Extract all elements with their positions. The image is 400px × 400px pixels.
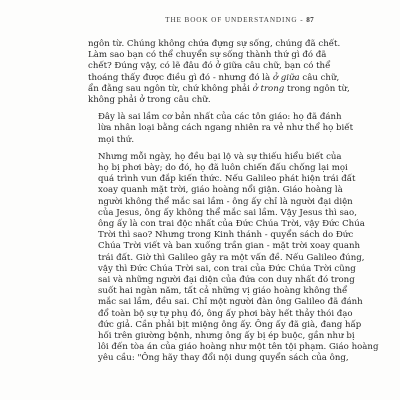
body-text xyxy=(88,39,379,371)
text-line: Đây là sai lầm cơ bản nhất của các tôn giáo: họ đã đánh xyxy=(98,112,342,123)
emphasis-text: ở giữa xyxy=(272,72,300,83)
text-line: họ bị phơi bày; do đó, họ đã luôn chiến đấu chống lại mọi xyxy=(98,163,348,174)
text-line: mắc sai lầm, đều sai. Chỉ một người đàn ông Galileo đã đánh xyxy=(98,297,363,308)
running-header xyxy=(165,16,314,24)
text-line: trái đất. Giờ thì Galileo gây ra một vấn đề. Nếu Galileo đúng, xyxy=(98,252,365,263)
header-separator: - xyxy=(300,16,304,24)
text-line: mọi thứ. xyxy=(98,134,135,145)
text-line: suốt hai ngàn năm, tất cả những vị giáo hoàng không thể xyxy=(98,286,348,297)
text-line: Làm sao bạn có thể chuyển sự sống thành thứ gì đó đã xyxy=(88,50,327,61)
text-fragment: trong ngôn từ, xyxy=(284,83,350,94)
text-line: người không thể mắc sai lầm - ông ấy chỉ là người đại diện xyxy=(98,196,353,207)
text-line: đổ toàn bộ sự tự phụ đó, ông ấy phơi bày hết thảy thói đạo xyxy=(98,308,353,319)
book-title-header: THE BOOK OF UNDERSTANDING xyxy=(165,16,298,24)
text-line: lừa nhân loại bằng cách ngang nhiên ra vẻ như thể họ biết xyxy=(98,123,354,134)
text-line: của Jesus, ông ấy không thể mắc sai lầm. Vậy Jesus thì sao, xyxy=(98,207,357,218)
text-line: Nhưng mỗi ngày, họ đều bại lộ và sự thiếu hiểu biết của xyxy=(98,151,342,162)
text-line: quá trình vun đắp kiến thức. Nếu Galileo phát hiện trái đất xyxy=(98,174,356,185)
paragraph-1 xyxy=(88,39,350,106)
text-line: vậy thì Đức Chúa Trời sai, con trai của Đức Chúa Trời cũng xyxy=(98,263,356,274)
text-line-with-emphasis xyxy=(88,72,340,84)
paragraph-2 xyxy=(88,112,354,146)
page-number: 87 xyxy=(306,16,314,24)
text-line: Trời thì sao? Nhưng trong Kinh thánh - quyển sách do Đức xyxy=(98,230,354,241)
text-fragment: câu chữ, xyxy=(299,72,340,83)
text-line: không phải ở trong câu chữ. xyxy=(88,95,211,106)
text-line: đức giả. Cần phải bịt miệng ông ấy. Ông ấy đã già, đang hấp xyxy=(98,319,362,330)
text-line: sai và những người đại diện của đứa con duy nhất đó trong xyxy=(98,275,355,286)
text-line: lôi đến tòa án của giáo hoàng như một tên tội phạm. Giáo hoàng xyxy=(98,342,379,353)
text-line: yêu cầu: "Ông hãy thay đổi nội dung quyển sách của ông, xyxy=(98,353,349,364)
text-line: xoay quanh mặt trời, giáo hoàng nổi giận. Giáo hoàng là xyxy=(98,185,343,196)
text-fragment: ẩn đằng sau ngôn từ, chứ không phải xyxy=(88,83,253,94)
text-line-with-emphasis xyxy=(88,83,350,95)
text-line: hối trên giường bệnh, nhưng ông ấy bị ép buộc, gần như bị xyxy=(98,331,355,342)
text-line: chết? Đúng vậy, có lẽ đâu đó ở giữa câu chữ, bạn có thể xyxy=(88,61,331,72)
emphasis-text: ở trong xyxy=(252,83,285,94)
text-fragment: thoáng thấy được điều gì đó - nhưng đó là xyxy=(88,72,273,83)
paragraph-3 xyxy=(88,151,379,365)
text-line: ông ấy là con trai độc nhất của Đức Chúa Trời, vậy Đức Chúa xyxy=(98,219,365,230)
text-line: ngôn từ. Chúng không chứa đựng sự sống, chúng đã chết. xyxy=(88,39,341,49)
text-line: Chúa Trời viết và ban xuống trần gian - mặt trời xoay quanh xyxy=(98,241,361,252)
